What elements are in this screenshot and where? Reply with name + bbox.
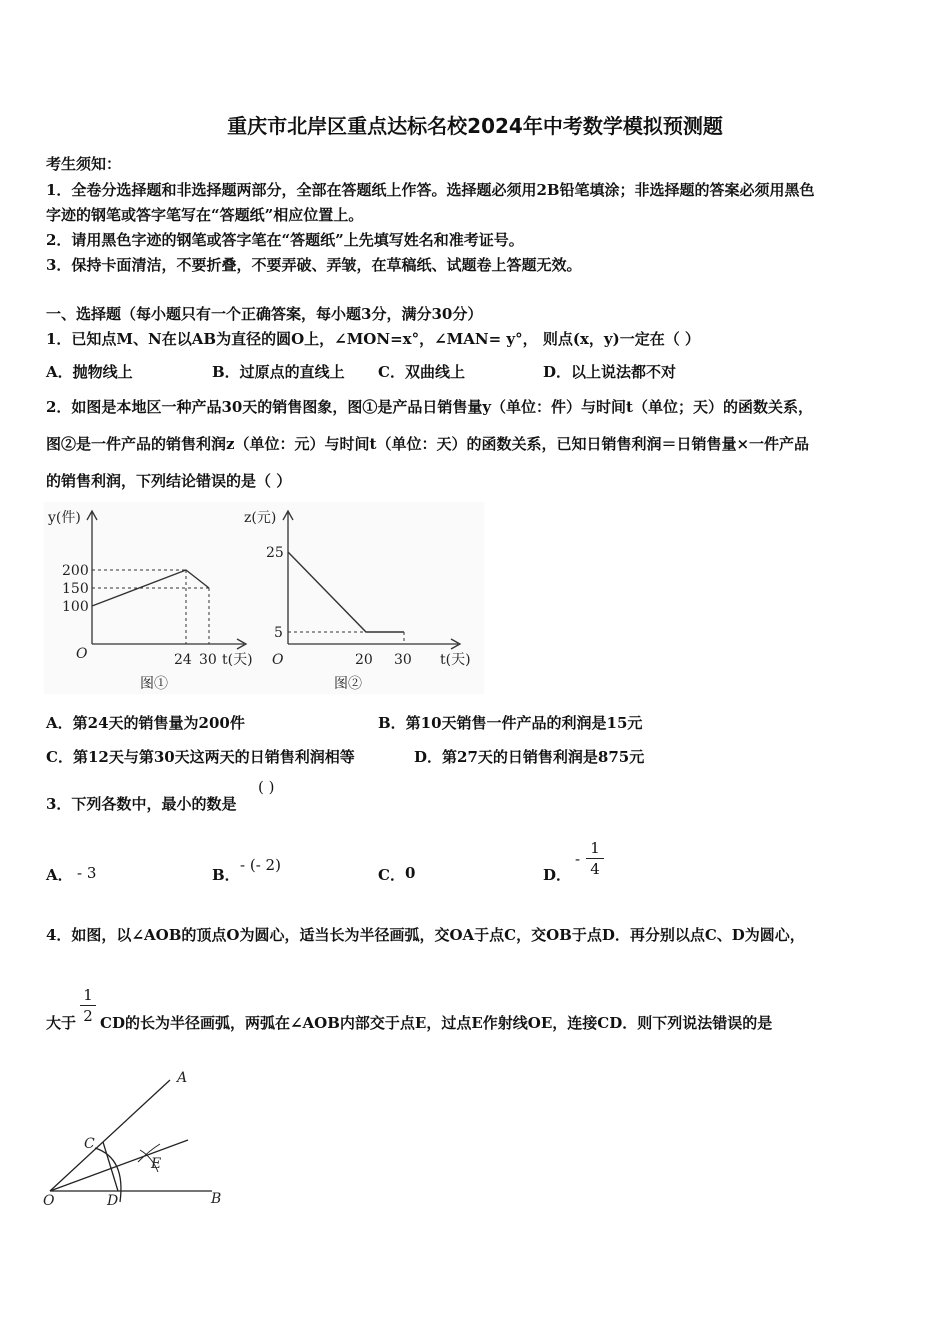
fig1-ytick-100: 100 xyxy=(62,599,89,615)
fig1-origin: O xyxy=(76,646,88,662)
q2-option-a: A．第24天的销售量为200件 xyxy=(46,714,245,732)
q2-stem-line3: 的销售利润，下列结论错误的是（ ） xyxy=(46,472,292,490)
fraction-bar xyxy=(586,858,604,859)
q2-stem-line1: 2．如图是本地区一种产品30天的销售图象，图①是产品日销售量y（单位：件）与时间t（单位；天）的函数关系， xyxy=(46,398,813,416)
sales-figures xyxy=(44,502,484,694)
q1-option-b: B．过原点的直线上 xyxy=(212,363,345,381)
q2-option-d: D．第27天的日销售利润是875元 xyxy=(414,748,645,766)
q4-fraction xyxy=(80,986,96,1025)
fraction-bar xyxy=(80,1005,96,1006)
q3-option-c-label: C． xyxy=(378,866,405,884)
label-c: C xyxy=(84,1136,95,1152)
label-b: B xyxy=(211,1191,222,1207)
fig1-xtick-24: 24 xyxy=(174,652,192,668)
figure-background xyxy=(44,502,484,694)
section-heading: 一、选择题（每小题只有一个正确答案，每小题3分，满分30分） xyxy=(46,305,483,323)
notice-line-1: 1．全卷分选择题和非选择题两部分，全部在答题纸上作答。选择题必须用2B铅笔填涂；非选择题的答案必须用黑色 xyxy=(46,181,815,199)
notice-line-2: 2．请用黑色字迹的钢笔或答字笔在“答题纸”上先填写姓名和准考证号。 xyxy=(46,231,524,249)
label-d: D xyxy=(107,1193,119,1209)
q3-stem: 3．下列各数中，最小的数是 xyxy=(46,795,237,813)
label-o: O xyxy=(43,1193,55,1209)
q1-option-c: C．双曲线上 xyxy=(378,363,465,381)
fig2-xlabel: t(天) xyxy=(440,652,471,668)
q3-option-a-label: A． xyxy=(46,866,73,884)
q2-option-b: B．第10天销售一件产品的利润是15元 xyxy=(378,714,643,732)
angle-bisector-figure xyxy=(40,1062,240,1212)
page-title: 重庆市北岸区重点达标名校2024年中考数学模拟预测题 xyxy=(227,114,723,138)
q4-stem-pre: 大于 xyxy=(46,1014,77,1032)
notice-line-3: 3．保持卡面清洁，不要折叠，不要弄破、弄皱，在草稿纸、试题卷上答题无效。 xyxy=(46,256,582,274)
q3-option-d-sign: - xyxy=(575,850,581,868)
fig1-ytick-200: 200 xyxy=(62,563,89,579)
fig1-xlabel: t(天) xyxy=(222,652,253,668)
fig2-caption: 图② xyxy=(334,676,362,692)
ray-oe xyxy=(50,1140,188,1191)
notice-heading: 考生须知： xyxy=(46,155,122,173)
q4-fraction-numerator: 1 xyxy=(83,986,93,1004)
fig1-ytick-150: 150 xyxy=(62,581,89,597)
q3-option-b-label: B． xyxy=(212,866,240,884)
q3-answer-paren: ( ) xyxy=(258,778,275,796)
fig2-xtick-20: 20 xyxy=(355,652,373,668)
ray-oa xyxy=(50,1080,170,1191)
q4-stem-post: CD的长为半径画弧，两弧在∠AOB内部交于点E，过点E作射线OE，连接CD．则下列说法错误的是 xyxy=(100,1014,773,1032)
label-e: E xyxy=(151,1156,162,1172)
q3-option-c-value: 0 xyxy=(405,864,416,882)
q1-option-a: A．抛物线上 xyxy=(46,363,133,381)
fig2-origin: O xyxy=(272,652,284,668)
q1-option-d: D．以上说法都不对 xyxy=(543,363,677,381)
q4-stem-line1: 4．如图，以∠AOB的顶点O为圆心，适当长为半径画弧，交OA于点C，交OB于点D．再分别以点C、D为圆心， xyxy=(46,926,805,944)
fig2-ylabel: z(元) xyxy=(244,510,277,526)
fig2-xtick-30: 30 xyxy=(394,652,412,668)
fig1-caption: 图① xyxy=(140,676,168,692)
q2-option-c: C．第12天与第30天这两天的日销售利润相等 xyxy=(46,748,355,766)
q3-option-d-denominator: 4 xyxy=(590,860,600,878)
q3-option-b-value: - (- 2) xyxy=(240,856,281,874)
q3-option-d-numerator: 1 xyxy=(590,839,600,857)
q4-fraction-denominator: 2 xyxy=(83,1007,93,1025)
fig1-ylabel: y(件) xyxy=(48,510,81,526)
q3-option-d-label: D． xyxy=(543,866,572,884)
q3-option-a-value: - 3 xyxy=(77,864,97,882)
q3-option-d-fraction xyxy=(586,839,604,878)
q2-stem-line2: 图②是一件产品的销售利润z（单位：元）与时间t（单位：天）的函数关系，已知日销售利润＝日销售量×一件产品 xyxy=(46,435,810,453)
q1-stem: 1．已知点M、N在以AB为直径的圆O上，∠MON=x°，∠MAN= y°， 则点(x，y)一定在（ ） xyxy=(46,330,700,348)
label-a: A xyxy=(177,1070,188,1086)
notice-line-1b: 字迹的钢笔或答字笔写在“答题纸”相应位置上。 xyxy=(46,206,364,224)
fig2-ytick-25: 25 xyxy=(266,545,284,561)
fig1-xtick-30: 30 xyxy=(199,652,217,668)
fig2-ytick-5: 5 xyxy=(274,625,283,641)
